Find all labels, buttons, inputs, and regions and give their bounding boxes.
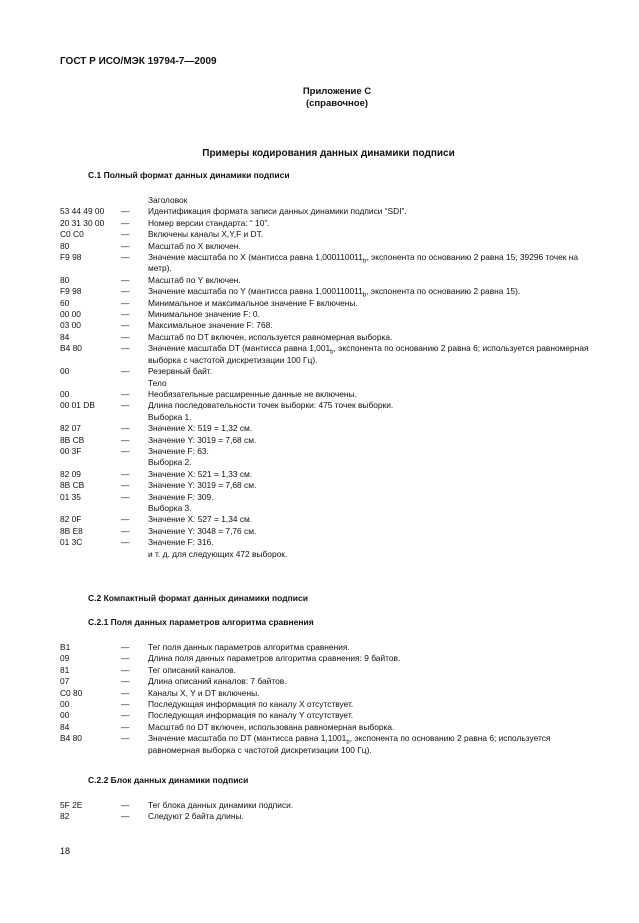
entry-description: Тело [148, 377, 167, 388]
entry-row [0, 710, 639, 721]
dash-separator: — [121, 309, 130, 320]
appendix-title: Приложение С [302, 86, 372, 97]
dash-separator: — [121, 252, 130, 263]
entry-description: Масштаб по DT включен, использована равномерная выборка. [148, 721, 395, 732]
entry-description: Значение X: 521 = 1,33 см. [148, 468, 253, 479]
entry-description: Значение Y: 3019 = 7,68 см. [148, 434, 257, 445]
appendix-subtitle: (справочное) [305, 98, 369, 109]
entry-description: Минимальное значение F: 0. [148, 309, 260, 320]
entry-row [0, 514, 639, 525]
entry-description: Значение X: 527 = 1,34 см. [148, 514, 253, 525]
hex-code: 00 [60, 699, 70, 710]
dash-separator: — [121, 710, 130, 721]
entry-description: Значение X: 519 = 1,32 см. [148, 423, 253, 434]
entry-description: Заголовок [148, 195, 188, 205]
entry-row [0, 537, 639, 548]
description-text: , экспонента по основанию 2 равна 15). [366, 286, 521, 297]
entry-row [0, 469, 639, 480]
section-c21-title: С.2.1 Поля данных параметров алгоритма сравнения [88, 617, 314, 627]
hex-code: 00 [60, 710, 70, 721]
hex-code: 8B CB [60, 480, 85, 491]
entry-row [0, 366, 639, 377]
entry-row [0, 218, 639, 229]
hex-code: 82 09 [60, 468, 81, 479]
hex-code: 00 [60, 366, 70, 377]
entry-row [0, 298, 639, 309]
entry-description [148, 733, 596, 756]
dash-separator: — [121, 343, 130, 354]
hex-code: С0 80 [60, 687, 83, 698]
entry-row [0, 653, 639, 664]
dash-separator: — [121, 676, 130, 687]
hex-code: 60 [60, 297, 70, 308]
hex-code: В4 80 [60, 343, 82, 354]
hex-code: 09 [60, 653, 70, 664]
entry-description: Тег блока данных динамики подписи. [148, 800, 294, 810]
hex-code: 82 [60, 811, 70, 822]
section-c22-title: С.2.2 Блок данных динамики подписи [88, 775, 249, 785]
entry-description: Номер версии стандарта: “ 10”. [148, 217, 270, 228]
entry-description: Последующая информация по каналу Y отсутствует. [148, 710, 354, 721]
entry-description: Масштаб по X включен. [148, 240, 241, 251]
entry-row [0, 733, 639, 756]
dash-separator: — [121, 687, 130, 698]
entry-description: Значение F: 309. [148, 491, 214, 502]
entry-row [0, 412, 639, 423]
entry-row [0, 389, 639, 400]
hex-code: В1 [60, 642, 71, 652]
entry-description: Каналы X, Y и DT включены. [148, 687, 260, 698]
description-text: , экспонента по основанию 2 равна 6; используется равномерная выборка с частотой дискретизации 100 Гц). [148, 733, 551, 755]
entry-row [0, 423, 639, 434]
entry-row [0, 699, 639, 710]
dash-separator: — [121, 331, 130, 342]
dash-separator: — [121, 434, 130, 445]
entry-description: Резервный байт. [148, 366, 213, 377]
hex-code: 03 00 [60, 320, 81, 331]
dash-separator: — [121, 664, 130, 675]
entry-description: Выборка 1. [148, 411, 192, 422]
entry-description: Необязательные расширенные данные не включены. [148, 388, 357, 399]
entry-row [0, 229, 639, 240]
entry-row [0, 320, 639, 331]
hex-code: F9 98 [60, 286, 82, 297]
dash-separator: — [121, 388, 130, 399]
entry-description: Длина описаний каналов: 7 байтов. [148, 676, 287, 687]
entry-description [148, 286, 596, 297]
description-text: Значение масштаба DT (мантисса равна 1,001 [148, 343, 331, 354]
entry-description: Идентификация формата записи данных динамики подписи “SDI”. [148, 206, 407, 217]
dash-separator: — [121, 366, 130, 377]
section-c22-entries [0, 800, 639, 823]
section-c2-title: С.2 Компактный формат данных динамики подписи [88, 593, 308, 603]
hex-code: 80 [60, 274, 70, 285]
hex-code: 84 [60, 331, 70, 342]
dash-separator: — [121, 811, 130, 822]
page-number: 18 [60, 846, 71, 856]
entry-row [0, 480, 639, 491]
entry-row [0, 811, 639, 822]
hex-code: С0 С0 [60, 229, 84, 240]
description-text: , экспонента по основанию 2 равна 6; используется равномерная выборка с частотой дискретизации 100 Гц). [148, 343, 589, 365]
entry-description: Выборка 2. [148, 457, 192, 468]
entry-description: Длина последовательности точек выборки: 475 точек выборки. [148, 400, 394, 411]
dash-separator: — [121, 468, 130, 479]
hex-code: 82 07 [60, 423, 81, 434]
hex-code: 00 3F [60, 445, 82, 456]
hex-code: 53 44 49 00 [60, 206, 105, 217]
binary-subscript: b [330, 349, 334, 356]
entry-description: Значение F: 63. [148, 445, 209, 456]
dash-separator: — [121, 206, 130, 217]
dash-separator: — [121, 320, 130, 331]
entry-row [0, 722, 639, 733]
entry-row [0, 252, 639, 275]
dash-separator: — [121, 733, 130, 744]
dash-separator: — [121, 642, 130, 652]
dash-separator: — [121, 229, 130, 240]
description-text: , экспонента по основанию 2 равна 15; 39296 точек на метр). [148, 252, 579, 274]
entry-row [0, 309, 639, 320]
entry-row [0, 800, 639, 811]
hex-code: 8B CB [60, 434, 85, 445]
entry-row [0, 400, 639, 411]
dash-separator: — [121, 537, 130, 548]
entry-description: Последующая информация по каналу X отсутствует. [148, 699, 354, 710]
entry-description: Максимальное значение F: 768. [148, 320, 273, 331]
dash-separator: — [121, 240, 130, 251]
entry-row [0, 642, 639, 653]
dash-separator: — [121, 286, 130, 297]
entry-row [0, 676, 639, 687]
entry-description: Включены каналы X,Y,F и DT. [148, 229, 264, 240]
document-id: ГОСТ Р ИСО/МЭК 19794-7—2009 [60, 56, 217, 67]
entry-description: Масштаб по DT включен, используется равномерная выборка. [148, 331, 393, 342]
entry-row [0, 286, 639, 297]
hex-code: 01 35 [60, 491, 81, 502]
hex-code: F9 98 [60, 252, 82, 263]
hex-code: 84 [60, 721, 70, 732]
main-title: Примеры кодирования данных динамики подписи [202, 148, 455, 159]
entry-description: Минимальное и максимальное значение F включены. [148, 297, 358, 308]
binary-subscript: b [362, 258, 367, 265]
dash-separator: — [121, 274, 130, 285]
entry-row [0, 195, 639, 206]
entry-description: Тег описаний каналов. [148, 664, 236, 675]
hex-code: В4 80 [60, 733, 82, 744]
dash-separator: — [121, 423, 130, 434]
hex-code: 5F 2E [60, 800, 83, 810]
hex-code: 00 01 DB [60, 400, 95, 411]
section-c21-entries [0, 642, 639, 756]
entry-description: Масштаб по Y включен. [148, 274, 241, 285]
entry-row [0, 446, 639, 457]
entry-row [0, 343, 639, 366]
entry-row [0, 549, 639, 560]
dash-separator: — [121, 400, 130, 411]
description-text: Значение масштаба по X (мантисса равна 1,000110011 [148, 252, 363, 263]
dash-separator: — [121, 699, 130, 710]
hex-code: 01 3C [60, 537, 83, 548]
entry-description: Длина поля данных параметров алгоритма сравнения: 9 байтов. [148, 653, 401, 664]
dash-separator: — [121, 514, 130, 525]
entry-description: и т. д. для следующих 472 выборок. [148, 548, 288, 559]
entry-row [0, 275, 639, 286]
entry-description [148, 252, 596, 275]
entry-description: Значение Y: 3048 = 7,76 см. [148, 525, 257, 536]
hex-code: 00 00 [60, 309, 81, 320]
entry-row [0, 206, 639, 217]
entry-row [0, 665, 639, 676]
entry-description: Значение F: 316. [148, 537, 214, 548]
dash-separator: — [121, 525, 130, 536]
description-text: Значение масштаба по Y (мантисса равна 1,000110011 [148, 286, 363, 297]
entry-row [0, 503, 639, 514]
entry-row [0, 492, 639, 503]
hex-code: 80 [60, 240, 70, 251]
hex-code: 00 [60, 388, 70, 399]
hex-code: 81 [60, 664, 70, 675]
hex-code: 82 0F [60, 514, 82, 525]
binary-subscript: b [362, 292, 367, 299]
entry-row [0, 241, 639, 252]
entry-description: Значение Y: 3019 = 7,68 см. [148, 480, 257, 491]
binary-subscript: b [346, 739, 350, 746]
entry-description: Следуют 2 байта длины. [148, 811, 244, 822]
dash-separator: — [121, 653, 130, 664]
dash-separator: — [121, 480, 130, 491]
dash-separator: — [121, 445, 130, 456]
appendix-heading [0, 86, 639, 110]
dash-separator: — [121, 297, 130, 308]
hex-code: 20 31 30 00 [60, 217, 105, 228]
entry-row [0, 526, 639, 537]
entry-description: Тег поля данных параметров алгоритма сравнения. [148, 642, 350, 652]
hex-code: 8B E8 [60, 525, 83, 536]
entry-row [0, 688, 639, 699]
section-c1-entries [0, 195, 639, 560]
hex-code: 07 [60, 676, 70, 687]
dash-separator: — [121, 491, 130, 502]
section-c1-title: С.1 Полный формат данных динамики подписи [88, 170, 290, 180]
dash-separator: — [121, 800, 130, 810]
entry-row [0, 378, 639, 389]
dash-separator: — [121, 721, 130, 732]
entry-row [0, 332, 639, 343]
entry-description: Выборка 3. [148, 502, 192, 513]
entry-row [0, 435, 639, 446]
entry-row [0, 457, 639, 468]
description-text: Значение масштаба по DT (мантисса равна 1,1001 [148, 733, 347, 744]
entry-description [148, 343, 596, 366]
dash-separator: — [121, 217, 130, 228]
